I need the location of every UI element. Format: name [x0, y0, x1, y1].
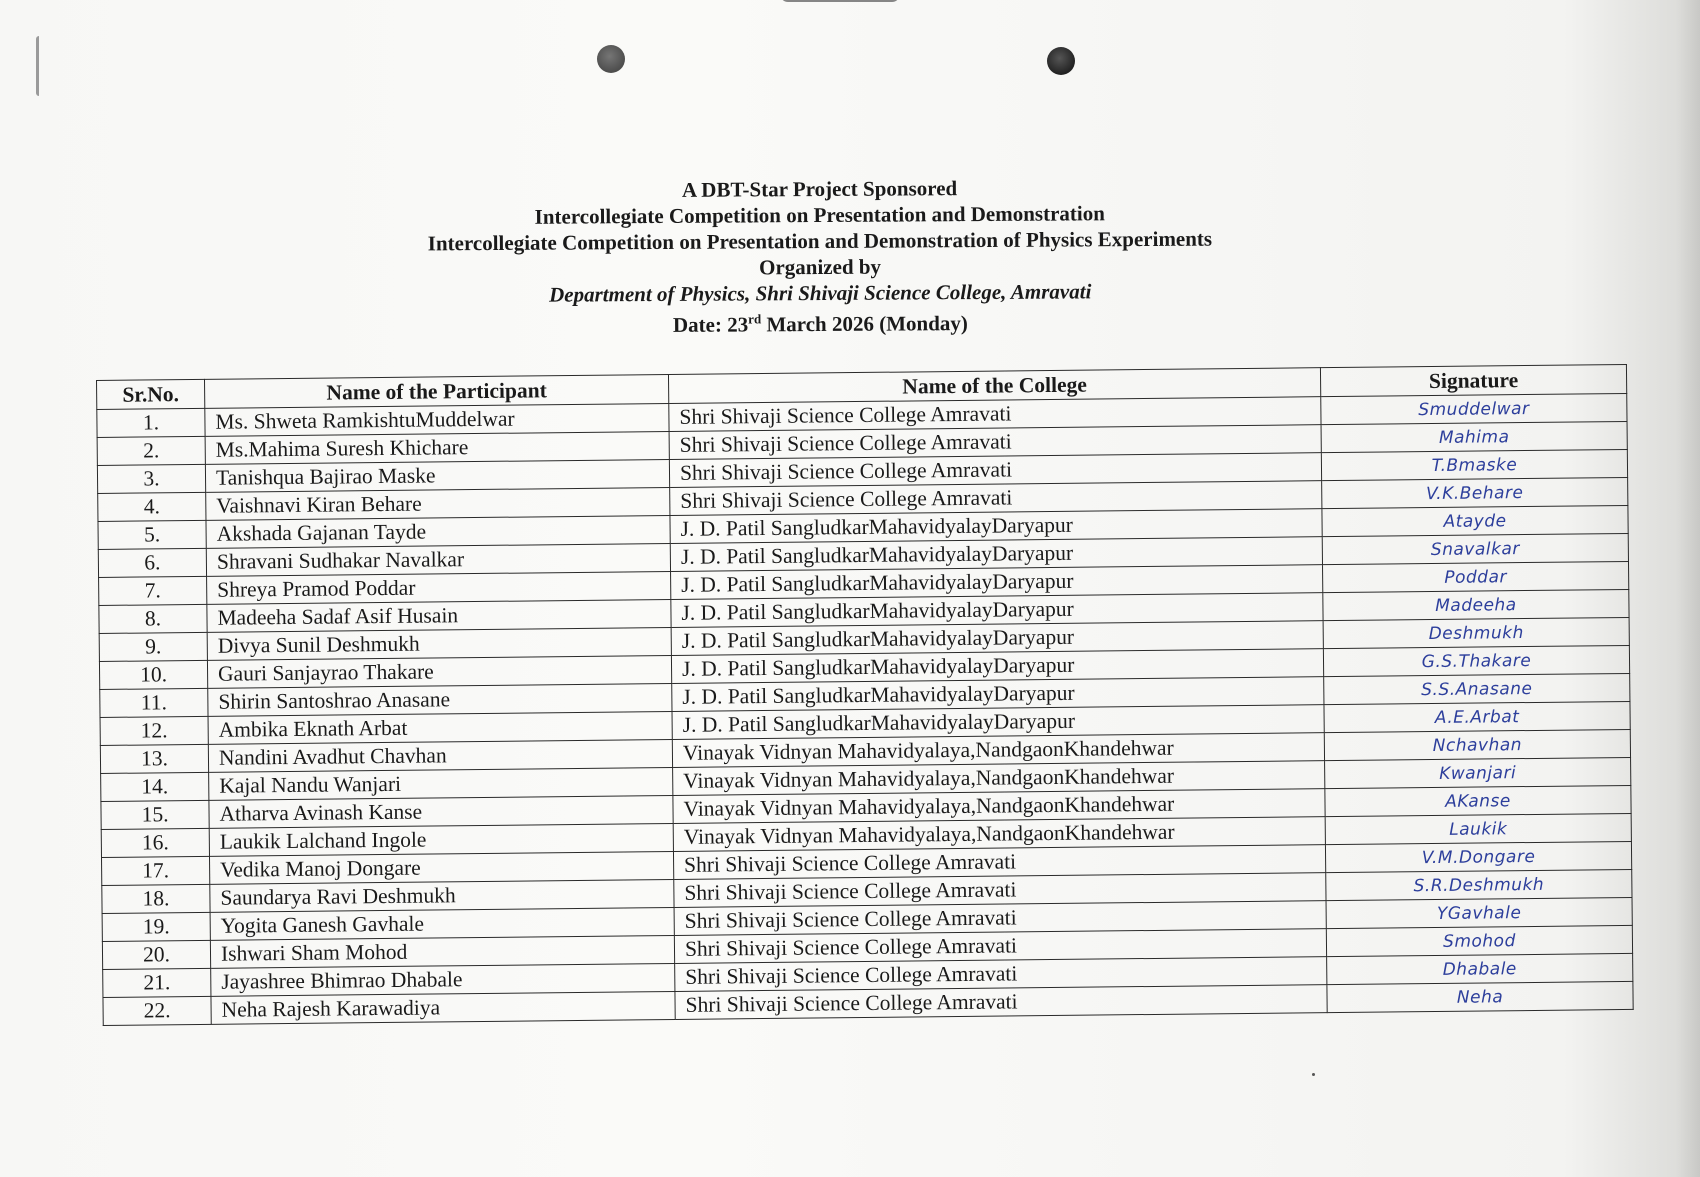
cell-participant-name: Kajal Nandu Wanjari — [209, 767, 673, 800]
cell-participant-name: Jayashree Bhimrao Dhabale — [211, 963, 675, 996]
cell-srno: 1. — [97, 408, 205, 437]
header-competition-line: Intercollegiate Competition on Presentation and Demonstration — [534, 201, 1105, 229]
cell-college-name: J. D. Patil SangludkarMahavidyalayDaryapur — [671, 621, 1323, 656]
cell-signature: S.S.Anasane — [1324, 673, 1630, 704]
cell-college-name: Shri Shivaji Science College Amravati — [669, 425, 1321, 460]
cell-participant-name: Ishwari Sham Mohod — [210, 935, 674, 968]
cell-signature: Kwanjari — [1325, 757, 1631, 788]
cell-college-name: Shri Shivaji Science College Amravati — [673, 845, 1325, 880]
attendance-table-wrapper — [96, 364, 1633, 1026]
column-header-college: Name of the College — [668, 368, 1320, 404]
cell-participant-name: Yogita Ganesh Gavhale — [210, 907, 674, 940]
cell-signature: Poddar — [1323, 561, 1629, 592]
cell-participant-name: Laukik Lalchand Ingole — [209, 823, 673, 856]
cell-signature: T.Bmaske — [1321, 449, 1627, 480]
paper-clip-mark — [36, 36, 45, 96]
cell-college-name: Shri Shivaji Science College Amravati — [675, 985, 1327, 1020]
header-sponsor-line: A DBT-Star Project Sponsored — [681, 176, 958, 202]
cell-srno: 22. — [103, 996, 211, 1025]
cell-signature: AKanse — [1325, 785, 1631, 816]
cell-college-name: Vinayak Vidnyan Mahavidyalaya,NandgaonKhandehwar — [673, 789, 1325, 824]
cell-college-name: Shri Shivaji Science College Amravati — [674, 929, 1326, 964]
cell-signature: G.S.Thakare — [1323, 645, 1629, 676]
cell-srno: 2. — [97, 436, 205, 465]
cell-college-name: Vinayak Vidnyan Mahavidyalaya,NandgaonKhandehwar — [672, 733, 1324, 768]
header-department: Department of Physics, Shri Shivaji Science College, Amravati — [548, 279, 1092, 307]
cell-signature: V.K.Behare — [1322, 477, 1628, 508]
cell-college-name: Vinayak Vidnyan Mahavidyalaya,NandgaonKhandehwar — [673, 817, 1325, 852]
cell-signature: Snavalkar — [1322, 533, 1628, 564]
cell-signature: Atayde — [1322, 505, 1628, 536]
cell-srno: 18. — [102, 884, 210, 913]
cell-participant-name: Akshada Gajanan Tayde — [206, 515, 670, 548]
cell-signature: Smuddelwar — [1321, 393, 1627, 424]
cell-participant-name: Tanishqua Bajirao Maske — [205, 460, 669, 493]
cell-college-name: Shri Shivaji Science College Amravati — [669, 453, 1321, 488]
punch-hole-right — [1047, 47, 1075, 75]
cell-participant-name: Shreya Pramod Poddar — [207, 571, 671, 604]
cell-participant-name: Gauri Sanjayrao Thakare — [207, 655, 671, 688]
cell-signature: Smohod — [1326, 925, 1632, 956]
punch-hole-left — [597, 45, 625, 73]
header-competition-full-line: Intercollegiate Competition on Presentation and Demonstration of Physics Experiments — [427, 226, 1213, 256]
cell-participant-name: Neha Rajesh Karawadiya — [211, 991, 675, 1024]
cell-college-name: J. D. Patil SangludkarMahavidyalayDaryapur — [672, 677, 1324, 712]
cell-participant-name: Madeeha Sadaf Asif Husain — [207, 599, 671, 632]
cell-participant-name: Vedika Manoj Dongare — [209, 851, 673, 884]
cell-srno: 15. — [101, 800, 209, 829]
cell-srno: 20. — [102, 940, 210, 969]
attendance-table — [96, 364, 1634, 1026]
cell-participant-name: Shravani Sudhakar Navalkar — [206, 543, 670, 576]
cell-college-name: J. D. Patil SangludkarMahavidyalayDaryapur — [671, 593, 1323, 628]
cell-srno: 16. — [101, 828, 209, 857]
cell-participant-name: Nandini Avadhut Chavhan — [208, 739, 672, 772]
cell-participant-name: Shirin Santoshrao Anasane — [208, 683, 672, 716]
cell-college-name: J. D. Patil SangludkarMahavidyalayDaryapur — [670, 537, 1322, 572]
header-date: Date: 23rd March 2026 (Monday) — [672, 311, 968, 337]
cell-participant-name: Divya Sunil Deshmukh — [207, 627, 671, 660]
cell-signature: Neha — [1327, 981, 1633, 1012]
page-edge-shadow — [1676, 0, 1700, 1177]
cell-college-name: J. D. Patil SangludkarMahavidyalayDaryapur — [670, 509, 1322, 544]
cell-signature: A.E.Arbat — [1324, 701, 1630, 732]
cell-college-name: Shri Shivaji Science College Amravati — [675, 957, 1327, 992]
cell-srno: 9. — [99, 632, 207, 661]
cell-srno: 3. — [97, 464, 205, 493]
cell-srno: 10. — [99, 660, 207, 689]
cell-srno: 13. — [100, 744, 208, 773]
column-header-srno: Sr.No. — [97, 379, 205, 409]
cell-college-name: Shri Shivaji Science College Amravati — [674, 901, 1326, 936]
cell-signature: YGavhale — [1326, 897, 1632, 928]
cell-srno: 21. — [103, 968, 211, 997]
ink-speck — [1312, 1073, 1315, 1076]
cell-signature: Dhabale — [1327, 953, 1633, 984]
cell-srno: 7. — [99, 576, 207, 605]
cell-signature: Madeeha — [1323, 589, 1629, 620]
cell-participant-name: Ambika Eknath Arbat — [208, 711, 672, 744]
cell-participant-name: Ms. Shweta RamkishtuMuddelwar — [205, 404, 669, 437]
cell-srno: 6. — [98, 548, 206, 577]
binder-clip-edge — [780, 0, 900, 2]
header-organized-by: Organized by — [759, 254, 882, 280]
cell-signature: Deshmukh — [1323, 617, 1629, 648]
cell-participant-name: Atharva Avinash Kanse — [209, 795, 673, 828]
cell-college-name: J. D. Patil SangludkarMahavidyalayDaryapur — [671, 565, 1323, 600]
column-header-participant: Name of the Participant — [204, 375, 668, 409]
cell-srno: 11. — [100, 688, 208, 717]
cell-signature: Nchavhan — [1324, 729, 1630, 760]
cell-signature: S.R.Deshmukh — [1326, 869, 1632, 900]
cell-college-name: Vinayak Vidnyan Mahavidyalaya,NandgaonKhandehwar — [673, 761, 1325, 796]
cell-srno: 5. — [98, 520, 206, 549]
cell-college-name: J. D. Patil SangludkarMahavidyalayDaryapur — [672, 705, 1324, 740]
cell-srno: 17. — [102, 856, 210, 885]
cell-srno: 19. — [102, 912, 210, 941]
cell-srno: 12. — [100, 716, 208, 745]
cell-signature: Laukik — [1325, 813, 1631, 844]
cell-college-name: J. D. Patil SangludkarMahavidyalayDaryapur — [671, 649, 1323, 684]
cell-participant-name: Vaishnavi Kiran Behare — [206, 487, 670, 520]
cell-srno: 8. — [99, 604, 207, 633]
cell-participant-name: Saundarya Ravi Deshmukh — [210, 879, 674, 912]
cell-srno: 14. — [101, 772, 209, 801]
cell-signature: Mahima — [1321, 421, 1627, 452]
cell-college-name: Shri Shivaji Science College Amravati — [670, 481, 1322, 516]
column-header-signature: Signature — [1320, 364, 1626, 396]
cell-signature: V.M.Dongare — [1325, 841, 1631, 872]
cell-college-name: Shri Shivaji Science College Amravati — [674, 873, 1326, 908]
cell-srno: 4. — [98, 492, 206, 521]
document-header — [320, 173, 1321, 340]
cell-participant-name: Ms.Mahima Suresh Khichare — [205, 432, 669, 465]
cell-college-name: Shri Shivaji Science College Amravati — [669, 397, 1321, 432]
